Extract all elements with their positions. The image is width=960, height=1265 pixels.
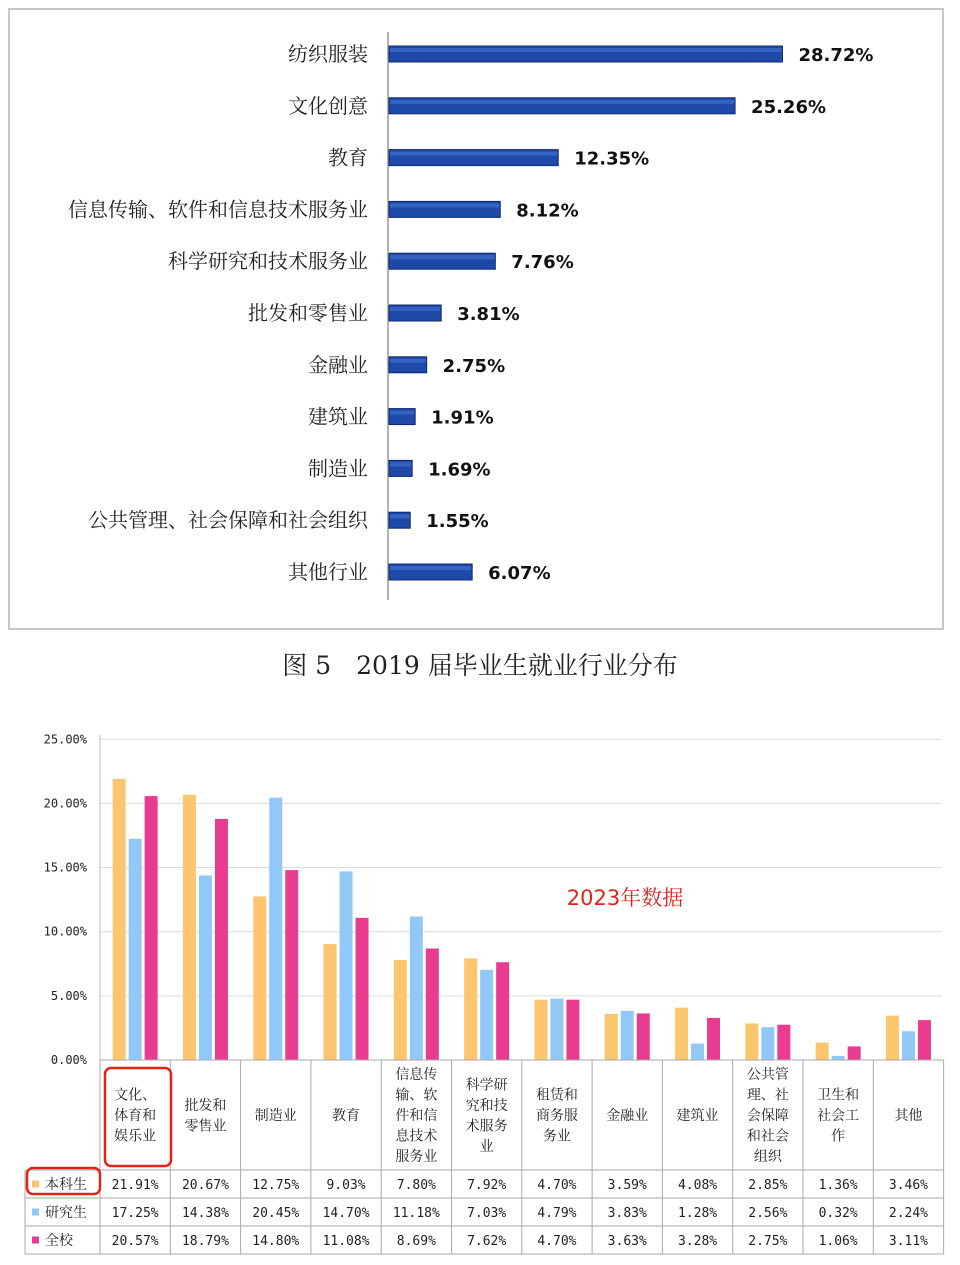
- bar: [777, 1025, 790, 1060]
- category-label: [395, 1066, 437, 1165]
- bar: [745, 1023, 758, 1060]
- table-cell: 4.79%: [537, 1206, 577, 1221]
- bar: [816, 1043, 829, 1060]
- category-label: [114, 1088, 156, 1145]
- category-label: [817, 1087, 859, 1145]
- bar-highlight: [390, 255, 494, 259]
- series-name: 本科生: [45, 1177, 87, 1193]
- y-tick-label: 5.00%: [50, 988, 87, 1003]
- table-cell: 4.08%: [677, 1178, 718, 1193]
- bar: [253, 896, 266, 1060]
- category-label: [536, 1087, 578, 1145]
- bar: [480, 970, 493, 1060]
- legend-swatch: [32, 1209, 39, 1216]
- bar-highlight: [390, 566, 471, 570]
- table-cell: 7.03%: [467, 1206, 507, 1221]
- bar: [675, 1008, 688, 1060]
- bar: [496, 962, 509, 1060]
- category-label-line: 金融业: [606, 1108, 649, 1124]
- series-name: 研究生: [45, 1205, 87, 1221]
- category-label: 信息传输、软件和信息技术服务业: [68, 197, 368, 222]
- bar: [394, 960, 407, 1060]
- category-label: 制造业: [308, 456, 368, 481]
- category-label-line: 究和技: [465, 1097, 508, 1114]
- category-label: [255, 1107, 297, 1124]
- bar-highlight: [390, 359, 426, 363]
- category-label: 纺织服装: [288, 42, 368, 66]
- category-label-line: 批发和: [184, 1097, 227, 1114]
- bar: [902, 1031, 915, 1060]
- bar: [410, 917, 423, 1060]
- table-cell: 9.03%: [326, 1178, 366, 1193]
- industry-chart-2023: [0, 725, 960, 1260]
- bar-highlight: [390, 152, 557, 156]
- category-label-line: 建筑业: [676, 1108, 719, 1124]
- category-label-line: 体育和: [114, 1108, 157, 1124]
- bar: [183, 795, 196, 1060]
- category-label-line: 娱乐业: [114, 1128, 157, 1145]
- category-label-line: 公共管: [746, 1067, 789, 1083]
- value-label: 28.72%: [798, 45, 874, 66]
- category-label: [332, 1107, 360, 1124]
- y-tick-label: 10.00%: [43, 924, 87, 939]
- table-cell: 3.63%: [607, 1234, 647, 1249]
- y-tick-label: 15.00%: [43, 860, 87, 875]
- bar: [464, 958, 477, 1060]
- category-label: [677, 1107, 719, 1124]
- category-label-line: 业: [479, 1138, 494, 1155]
- table-cell: 2.56%: [748, 1206, 788, 1221]
- legend-swatch: [32, 1181, 39, 1188]
- table-cell: 2.24%: [888, 1206, 929, 1221]
- table-cell: 4.70%: [537, 1234, 577, 1249]
- category-label: 教育: [328, 145, 368, 170]
- category-label-line: 务业: [542, 1128, 571, 1145]
- category-label-line: 作: [831, 1128, 846, 1145]
- category-label-line: 社会工: [817, 1108, 860, 1124]
- category-label-line: 教育: [332, 1108, 361, 1124]
- figure-caption: 图 5 2019 届毕业生就业行业分布: [282, 651, 678, 680]
- chart-annotation: 2023年数据: [566, 886, 684, 910]
- bar: [129, 839, 142, 1060]
- table-cell: 2.85%: [748, 1178, 788, 1193]
- bar: [356, 918, 369, 1060]
- table-cell: 14.70%: [322, 1206, 370, 1221]
- category-label-line: 商务服: [535, 1108, 578, 1124]
- table-cell: 2.75%: [748, 1234, 788, 1249]
- value-label: 6.07%: [488, 563, 551, 584]
- category-label-line: 术服务: [465, 1118, 508, 1135]
- bar: [324, 944, 337, 1060]
- bar-highlight: [390, 411, 414, 415]
- table-cell: 20.57%: [111, 1234, 159, 1249]
- table-cell: 1.06%: [818, 1234, 858, 1249]
- bar: [426, 949, 439, 1060]
- bar: [832, 1056, 845, 1060]
- value-label: 1.55%: [426, 511, 489, 533]
- bar: [637, 1013, 650, 1060]
- bar: [269, 798, 282, 1060]
- category-label-line: 其他: [894, 1108, 923, 1124]
- category-label: 建筑业: [308, 404, 368, 429]
- table-cell: 7.80%: [396, 1178, 436, 1193]
- table-cell: 12.75%: [252, 1178, 300, 1193]
- table-cell: 0.32%: [818, 1206, 858, 1221]
- table-cell: 3.11%: [888, 1234, 929, 1249]
- table-cell: 14.38%: [181, 1206, 229, 1221]
- bar: [848, 1046, 861, 1060]
- category-label-line: 零售业: [184, 1118, 227, 1135]
- category-label: 批发和零售业: [248, 301, 368, 325]
- bar-highlight: [390, 100, 734, 104]
- value-label: 7.76%: [511, 252, 574, 274]
- category-label: 其他行业: [288, 560, 368, 584]
- bar: [534, 1000, 547, 1060]
- bar: [285, 870, 298, 1060]
- bar: [340, 871, 353, 1060]
- y-tick-label: 20.00%: [43, 796, 87, 811]
- table-cell: 11.08%: [322, 1234, 370, 1249]
- value-label: 1.91%: [431, 407, 494, 429]
- value-label: 3.81%: [457, 304, 520, 325]
- category-label: [894, 1108, 922, 1124]
- table-cell: 1.36%: [818, 1178, 858, 1193]
- bar-highlight: [390, 48, 781, 52]
- category-label-line: 件和信: [395, 1108, 438, 1124]
- category-label: [606, 1108, 648, 1124]
- table-cell: 20.45%: [252, 1206, 300, 1221]
- category-label-line: 和社会: [746, 1128, 789, 1145]
- bar-highlight: [390, 462, 411, 466]
- table-cell: 14.80%: [252, 1234, 300, 1249]
- category-label-line: 科学研: [465, 1077, 508, 1094]
- y-tick-label: 0.00%: [50, 1053, 87, 1067]
- value-label: 8.12%: [516, 200, 579, 222]
- bar: [707, 1018, 720, 1060]
- category-label: 金融业: [308, 352, 368, 377]
- bar: [886, 1016, 899, 1060]
- table-cell: 7.62%: [467, 1234, 507, 1249]
- table-cell: 3.59%: [607, 1178, 647, 1193]
- category-label-line: 输、软: [395, 1087, 438, 1104]
- bar: [215, 819, 228, 1060]
- category-label-line: 文化、: [114, 1087, 157, 1104]
- bar: [691, 1044, 704, 1060]
- y-tick-label: 25.00%: [43, 732, 87, 747]
- category-label-line: 会保障: [746, 1108, 789, 1124]
- bar-highlight: [390, 514, 409, 518]
- legend-swatch: [32, 1237, 39, 1244]
- bar: [145, 796, 158, 1060]
- table-cell: 3.83%: [607, 1206, 647, 1221]
- table-cell: 17.25%: [111, 1206, 159, 1221]
- category-label: [466, 1076, 508, 1155]
- table-cell: 8.69%: [396, 1234, 436, 1249]
- category-label-line: 租赁和: [535, 1087, 578, 1104]
- table-cell: 1.28%: [677, 1206, 718, 1221]
- bar: [918, 1020, 931, 1060]
- bar: [113, 779, 126, 1060]
- category-label-line: 服务业: [395, 1149, 438, 1165]
- table-cell: 11.18%: [392, 1206, 440, 1221]
- bar: [621, 1011, 634, 1060]
- category-label: [747, 1067, 789, 1165]
- category-label-line: 组织: [753, 1149, 782, 1165]
- category-label-line: 理、社: [746, 1087, 789, 1104]
- category-label-line: 卫生和: [817, 1087, 860, 1104]
- bar-highlight: [390, 307, 440, 311]
- table-cell: 21.91%: [111, 1178, 159, 1193]
- bar: [199, 876, 212, 1060]
- series-name: 全校: [45, 1233, 73, 1249]
- value-label: 12.35%: [574, 148, 650, 170]
- bar: [761, 1027, 774, 1060]
- category-label-line: 制造业: [254, 1108, 297, 1124]
- value-label: 1.69%: [428, 459, 491, 481]
- bar: [605, 1014, 618, 1060]
- table-cell: 3.28%: [677, 1234, 718, 1249]
- industry-chart-2019: [8, 8, 944, 630]
- bar: [566, 1000, 579, 1060]
- value-label: 25.26%: [751, 96, 827, 118]
- table-cell: 3.46%: [888, 1178, 929, 1193]
- category-label-line: 息技术: [395, 1128, 438, 1145]
- category-label: 公共管理、社会保障和社会组织: [88, 508, 368, 533]
- table-cell: 4.70%: [537, 1178, 577, 1193]
- category-label: 文化创意: [288, 93, 368, 118]
- industry-bar-chart-2019: [10, 10, 942, 628]
- bar: [550, 999, 563, 1060]
- category-label-line: 信息传: [395, 1067, 438, 1083]
- table-cell: 20.67%: [181, 1178, 229, 1193]
- table-cell: 18.79%: [181, 1234, 229, 1249]
- bar-highlight: [390, 203, 499, 207]
- category-label: 科学研究和技术服务业: [168, 249, 368, 274]
- value-label: 2.75%: [442, 355, 506, 377]
- category-label: [184, 1097, 226, 1135]
- table-cell: 7.92%: [467, 1178, 507, 1193]
